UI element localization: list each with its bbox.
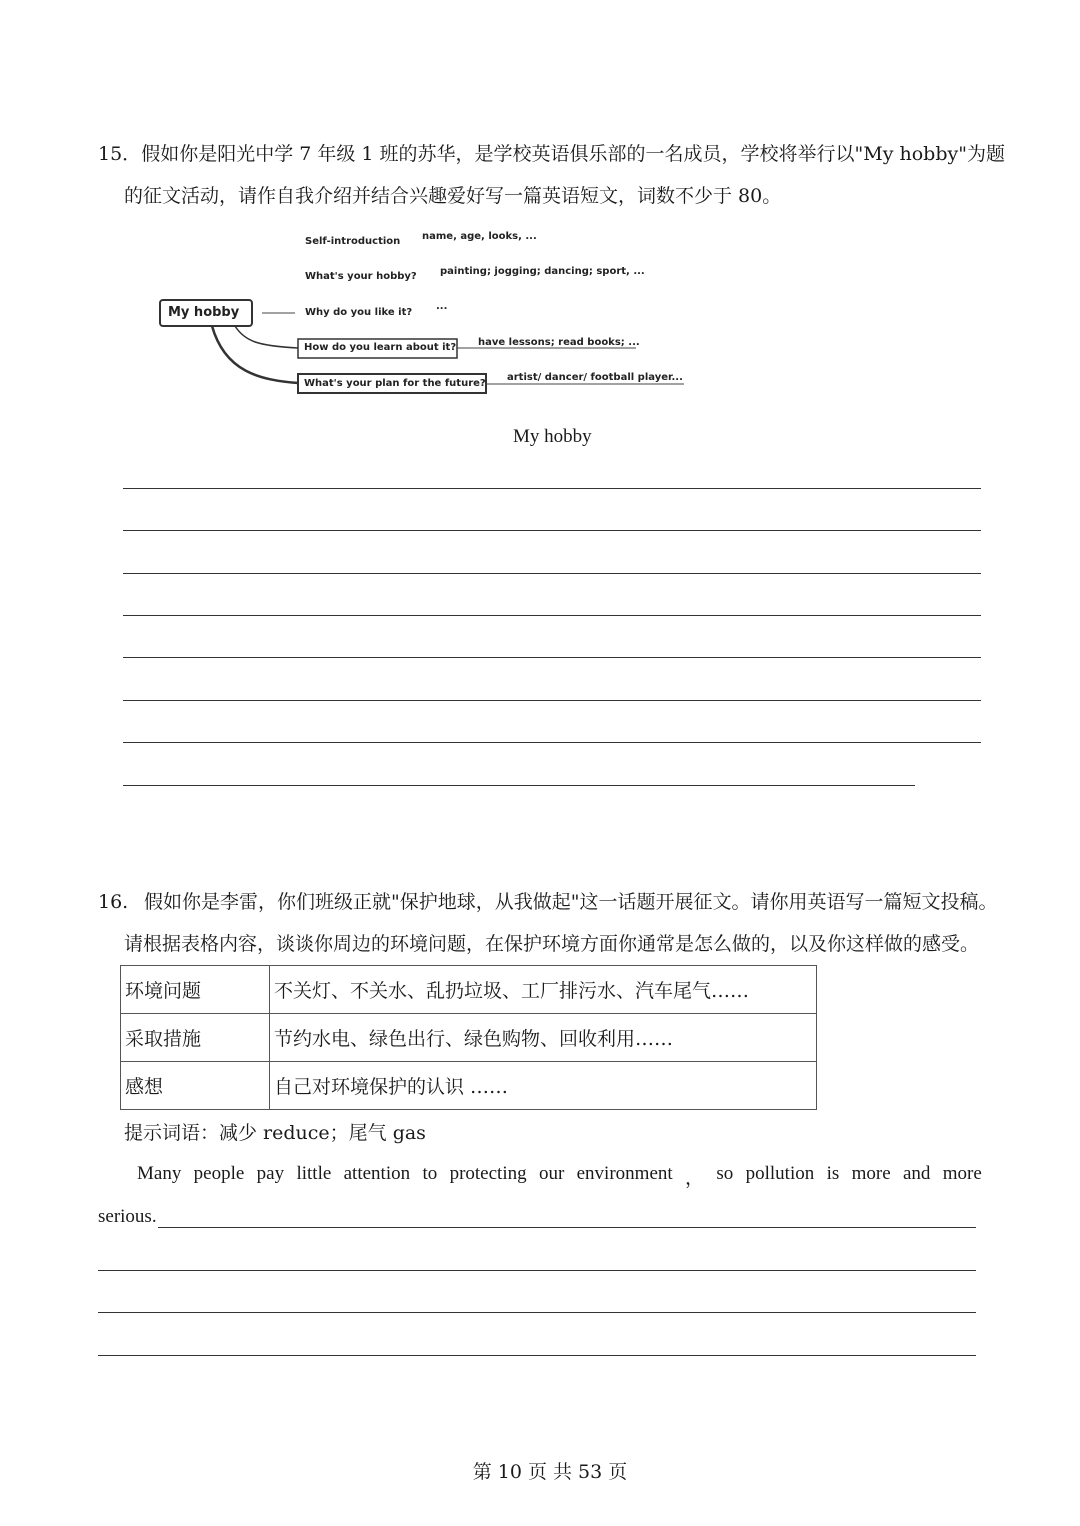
- q15-prompt-line2: 的征文活动，请作自我介绍并结合兴趣爱好写一篇英语短文，词数不少于 80。: [124, 185, 782, 207]
- mind-map-branch-1-question: Self-introduction: [305, 236, 401, 247]
- mind-map-branch-4-question: How do you learn about it?: [304, 342, 457, 353]
- mind-map-branch-1-hint: name, age, looks, ...: [422, 231, 537, 242]
- writing-line: [123, 530, 981, 531]
- opening-word: ，: [685, 1168, 705, 1189]
- opening-word: more: [851, 1163, 891, 1184]
- opening-word: pay: [256, 1163, 285, 1184]
- writing-line: [98, 1355, 976, 1356]
- q16-number: 16.: [98, 891, 129, 913]
- mind-map-branch-2-hint: painting; jogging; dancing; sport, ...: [440, 266, 645, 277]
- opening-word: attention: [343, 1163, 411, 1184]
- q15-line1-text: 假如你是阳光中学 7 年级 1 班的苏华，是学校英语俱乐部的一名成员，学校将举行以"My hobby"为题: [141, 143, 1005, 165]
- q16-hint-words: 提示词语：减少 reduce；尾气 gas: [124, 1122, 426, 1144]
- writing-line: [123, 700, 981, 701]
- mind-map-branch-4-hint: have lessons; read books; ...: [478, 337, 640, 348]
- opening-word: little: [296, 1163, 332, 1184]
- q16-line1-text: 假如你是李雷，你们班级正就"保护地球，从我做起"这一话题开展征文。请你用英语写一篇短文投稿。: [144, 891, 998, 913]
- q15-prompt-line1: [98, 142, 1005, 166]
- opening-word: Many: [137, 1163, 182, 1184]
- writing-line: [123, 742, 981, 743]
- q15-number: 15．: [98, 143, 142, 165]
- writing-line: [98, 1312, 976, 1313]
- environment-table: [120, 965, 817, 1110]
- writing-line: [98, 1270, 976, 1271]
- writing-line: [123, 615, 981, 616]
- table-cell-content: 节约水电、绿色出行、绿色购物、回收利用……: [270, 1014, 817, 1062]
- opening-word: protecting: [449, 1163, 527, 1184]
- table-cell-label: 采取措施: [121, 1014, 270, 1062]
- writing-line: [123, 657, 981, 658]
- table-cell-label: 环境问题: [121, 966, 270, 1014]
- writing-line: [123, 573, 981, 574]
- q16-prompt-line2: 请根据表格内容，谈谈你周边的环境问题，在保护环境方面你通常是怎么做的，以及你这样做的感受。: [124, 933, 980, 955]
- table-cell-label: 感想: [121, 1062, 270, 1110]
- mind-map-branch-5-hint: artist/ dancer/ football player...: [507, 372, 683, 383]
- opening-word: people: [193, 1163, 245, 1184]
- table-cell-content: 自己对环境保护的认识 ……: [270, 1062, 817, 1110]
- q16-opening-end: serious.: [98, 1206, 157, 1227]
- opening-word: to: [422, 1163, 438, 1184]
- writing-line: [123, 785, 915, 786]
- mind-map-center-label: My hobby: [168, 305, 240, 320]
- table-cell-content: 不关灯、不关水、乱扔垃圾、工厂排污水、汽车尾气……: [270, 966, 817, 1014]
- opening-word: is: [826, 1163, 840, 1184]
- mind-map-branch-3-question: Why do you like it?: [305, 307, 413, 318]
- mind-map-branch-5-question: What's your plan for the future?: [304, 378, 486, 389]
- opening-word: our: [538, 1163, 565, 1184]
- table-row: [121, 1062, 817, 1110]
- opening-word: pollution: [745, 1163, 815, 1184]
- opening-word: environment: [576, 1163, 673, 1184]
- writing-line: [123, 488, 981, 489]
- page-footer: 第 10 页 共 53 页: [472, 1461, 628, 1483]
- mind-map-branch-3-hint: ...: [436, 301, 448, 312]
- mind-map-branch-2-question: What's your hobby?: [305, 271, 417, 282]
- opening-word: and: [903, 1163, 931, 1184]
- table-row: [121, 966, 817, 1014]
- essay-title: My hobby: [513, 426, 592, 447]
- table-row: [121, 1014, 817, 1062]
- q16-prompt-line1: [98, 890, 997, 914]
- opening-word: so: [716, 1163, 734, 1184]
- opening-word: more: [942, 1163, 982, 1184]
- writing-line: [158, 1227, 976, 1228]
- q16-opening-sentence: [137, 1163, 982, 1190]
